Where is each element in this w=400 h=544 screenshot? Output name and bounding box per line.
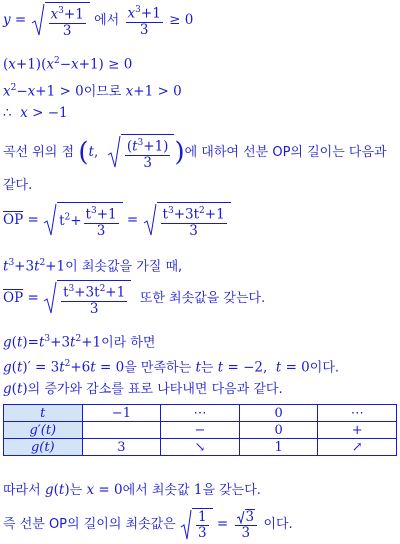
line-5: 곡선 위의 점 (t, $\frac{(t^3+1)}{3}$ )에 대하여 선분 OP의 길이는 다음과: [3, 134, 387, 171]
line-10-text: 이라 하면: [101, 335, 156, 351]
line-8: $t^3+3t^2+1$이 최솟값을 가질 때,: [3, 258, 183, 275]
line-12: g(t)의 증가와 감소를 표로 나타내면 다음과 같다.: [3, 381, 283, 397]
line-4: ∴ x > −1: [3, 105, 68, 121]
line-13-text4: 을 갖는다.: [202, 483, 261, 498]
line-13-text: 따라서: [3, 483, 41, 498]
line-6-text: 같다.: [3, 178, 33, 193]
line-1: y = $\frac{x^3+1}{3}$ 에서 $\frac{x^3+1}{3}$ ≥ 0: [3, 2, 193, 39]
line-14: 즉 선분 OP의 길이의 최솟값은 $\frac{1}{3}$ = $\frac{3}{3}$ 이다.: [3, 508, 293, 541]
table-cell: ⋯: [161, 405, 240, 422]
line-9-text: 또한 최솟값을 갖는다.: [139, 290, 266, 306]
line-6: [3, 176, 32, 195]
line-9: $\overline{OP}$ = $\frac{t^3+3t^2+1}{3}$ 또한 최솟값을 갖는다.: [3, 280, 265, 317]
line-5-text: 곡선 위의 점: [3, 144, 75, 160]
line-13-text3: 에서 최솟값: [122, 483, 190, 498]
line-2: $(x+1)(x^2-x+1) \ge 0$: [3, 56, 133, 73]
table-cell: 0: [239, 422, 318, 439]
table-row: [4, 422, 397, 439]
line-3: $x^2-x+1 > 0$이므로 x+1 > 0: [3, 83, 182, 100]
line-13: 따라서 g(t)는 x = 0에서 최솟값 1을 갖는다.: [3, 482, 261, 498]
line-8-text: 이 최솟값을 가질 때,: [65, 259, 183, 275]
table-cell: g′(t): [4, 422, 83, 439]
line-1-text: 에서: [94, 12, 120, 28]
line-11-text3: 이다.: [309, 360, 340, 376]
table-cell: ⋯: [318, 405, 397, 422]
line-13-text2: 는: [69, 483, 83, 498]
line-14-text2: 이다.: [263, 517, 293, 532]
table-cell: 3: [82, 439, 161, 456]
table-cell: +: [318, 422, 397, 439]
table-cell: t: [4, 405, 83, 422]
table-row: [4, 439, 397, 456]
variation-table: [3, 404, 397, 456]
table-cell: 1: [239, 439, 318, 456]
line-14-text: 즉 선분 OP의 길이의 최솟값은: [3, 517, 176, 532]
table-cell: ↘: [161, 439, 240, 456]
line-5-end: 에 대하여 선분 OP의 길이는 다음과: [184, 144, 387, 160]
line-11: $g(t)' = 3t^2+6t = 0$을 만족하는 t는 t = −2, t = 0이다.: [3, 359, 340, 376]
line-3-text: 이므로: [83, 84, 122, 100]
table-cell: [82, 422, 161, 439]
line-10: $g(t)=t^3+3t^2+1$이라 하면: [3, 334, 156, 351]
table-cell: ↗: [318, 439, 397, 456]
line-12-text: 의 증가와 감소를 표로 나타내면 다음과 같다.: [27, 382, 283, 397]
line-11-text2: 는: [200, 360, 214, 376]
line-11-text: 을 만족하는: [124, 360, 192, 376]
table-cell: g(t): [4, 439, 83, 456]
table-cell: −1: [82, 405, 161, 422]
table-row: [4, 405, 397, 422]
line-7: $\overline{OP}$ = $t^2+$ $\frac{t^3+1}{3}$ = $\frac{t^3+3t^2+1}{3}$: [3, 202, 231, 239]
table-cell: −: [161, 422, 240, 439]
table-cell: 0: [239, 405, 318, 422]
